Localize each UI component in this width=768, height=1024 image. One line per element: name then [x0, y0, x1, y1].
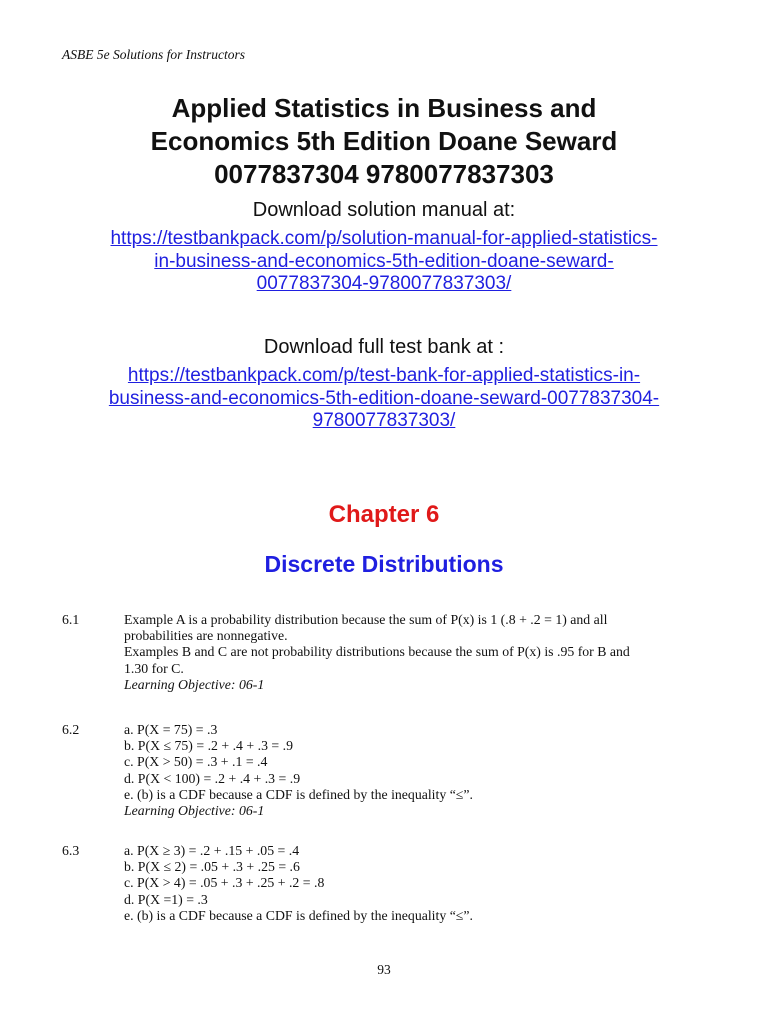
answer-line: c. P(X > 4) = .05 + .3 + .25 + .2 = .8	[124, 875, 325, 891]
problem-number: 6.1	[62, 612, 80, 627]
answer-line: e. (b) is a CDF because a CDF is defined by the inequality “≤”.	[124, 786, 473, 802]
running-header: ASBE 5e Solutions for Instructors	[62, 47, 245, 62]
answer-line: Examples B and C are not probability distributions because the sum of P(x) is .95 for B and	[124, 644, 630, 660]
answer-line: a. P(X = 75) = .3	[124, 722, 218, 737]
problem-number: 6.2	[62, 722, 80, 737]
link-line[interactable]: https://testbankpack.com/p/test-bank-for-applied-statistics-in-	[127, 365, 641, 386]
answer-line: e. (b) is a CDF because a CDF is defined by the inequality “≤”.	[124, 907, 473, 923]
chapter-title: Discrete Distributions	[264, 551, 504, 577]
answer-line: c. P(X > 50) = .3 + .1 = .4	[124, 754, 268, 770]
title-line: Applied Statistics in Business and	[171, 93, 597, 123]
answer-line: Example A is a probability distribution because the sum of P(x) is 1 (.8 + .2 = 1) and all	[124, 612, 608, 627]
test-bank-link[interactable]	[0, 365, 768, 433]
problem-number: 6.3	[62, 843, 80, 858]
solution-manual-label: Download solution manual at:	[252, 199, 516, 221]
link-line[interactable]: https://testbankpack.com/p/solution-manual-for-applied-statistics-	[110, 228, 658, 249]
problem-body	[124, 722, 684, 819]
answer-line: d. P(X < 100) = .2 + .4 + .3 = .9	[124, 770, 301, 786]
answer-line: 1.30 for C.	[124, 660, 184, 676]
problem-body	[124, 843, 684, 924]
document-title	[0, 92, 768, 191]
link-line[interactable]: 9780077837303/	[312, 410, 456, 431]
link-line[interactable]: business-and-economics-5th-edition-doane-seward-0077837304-	[108, 387, 660, 409]
title-line: Economics 5th Edition Doane Seward	[150, 126, 618, 156]
page-number: 93	[377, 962, 391, 977]
problem-body	[124, 612, 684, 693]
learning-objective: Learning Objective: 06-1	[124, 803, 265, 819]
answer-line: d. P(X =1) = .3	[124, 891, 208, 907]
title-line: 0077837304 9780077837303	[214, 159, 554, 189]
test-bank-label: Download full test bank at :	[263, 336, 505, 358]
answer-line: probabilities are nonnegative.	[124, 628, 288, 644]
answer-line: a. P(X ≥ 3) = .2 + .15 + .05 = .4	[124, 843, 300, 858]
chapter-heading: Chapter 6	[328, 501, 440, 528]
learning-objective: Learning Objective: 06-1	[124, 676, 265, 692]
answer-line: b. P(X ≤ 2) = .05 + .3 + .25 = .6	[124, 859, 300, 875]
link-line[interactable]: in-business-and-economics-5th-edition-doane-seward-	[154, 250, 614, 272]
link-line[interactable]: 0077837304-9780077837303/	[256, 273, 512, 294]
solution-manual-link[interactable]	[0, 228, 768, 296]
answer-line: b. P(X ≤ 75) = .2 + .4 + .3 = .9	[124, 738, 293, 754]
